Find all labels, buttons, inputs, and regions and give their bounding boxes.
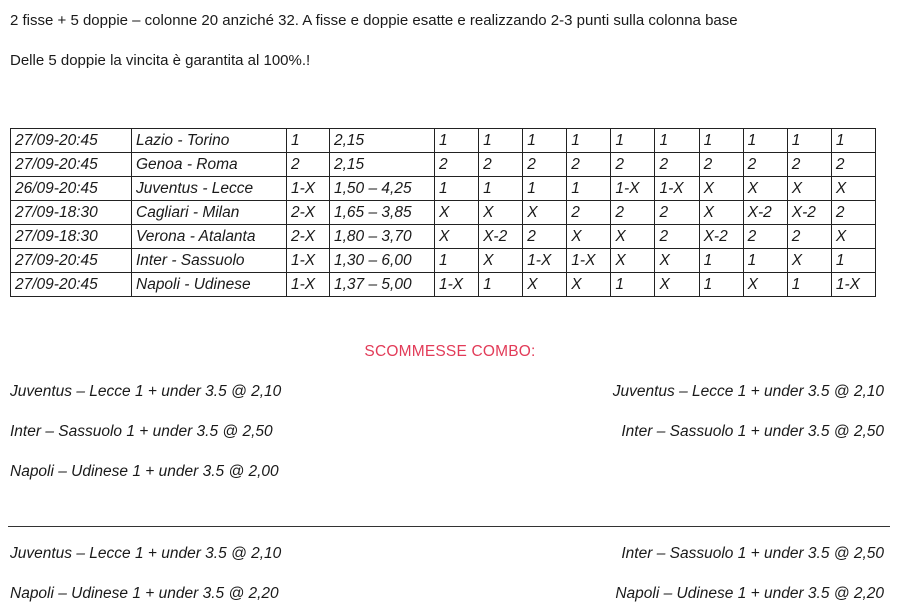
column-cell: 1-X <box>567 249 611 273</box>
base-sign-cell: 1-X <box>287 177 330 201</box>
combo-bet: Napoli – Udinese 1 + under 3.5 @ 2,00 <box>10 463 279 480</box>
column-cell: 1 <box>523 129 567 153</box>
column-cell: 1 <box>699 129 743 153</box>
intro-line-1: 2 fisse + 5 doppie – colonne 20 anziché 32. A fisse e doppie esatte e realizzando 2-3 punti sulla colonna base <box>10 12 738 29</box>
column-cell: X <box>699 177 743 201</box>
match-name-cell: Cagliari - Milan <box>132 201 287 225</box>
base-sign-cell: 2-X <box>287 201 330 225</box>
table-row <box>11 225 876 249</box>
column-cell: 2 <box>479 153 523 177</box>
column-cell: X <box>523 273 567 297</box>
intro-line-2: Delle 5 doppie la vincita è garantita al 100%.! <box>10 52 311 69</box>
column-cell: X <box>567 273 611 297</box>
column-cell: 1-X <box>611 177 655 201</box>
match-date-cell: 27/09-20:45 <box>11 273 132 297</box>
odds-cell: 2,15 <box>330 153 435 177</box>
table-row <box>11 249 876 273</box>
match-date-cell: 27/09-20:45 <box>11 129 132 153</box>
base-sign-cell: 2 <box>287 153 330 177</box>
column-cell: 2 <box>567 153 611 177</box>
match-date-cell: 27/09-18:30 <box>11 201 132 225</box>
match-name-cell: Inter - Sassuolo <box>132 249 287 273</box>
column-cell: 1-X <box>523 249 567 273</box>
match-date-cell: 27/09-18:30 <box>11 225 132 249</box>
odds-cell: 2,15 <box>330 129 435 153</box>
column-cell: 1 <box>831 249 875 273</box>
column-cell: X <box>699 201 743 225</box>
column-cell: 1 <box>567 129 611 153</box>
odds-cell: 1,30 – 6,00 <box>330 249 435 273</box>
combo-title: SCOMMESSE COMBO: <box>364 343 536 360</box>
column-cell: X-2 <box>479 225 523 249</box>
column-cell: X <box>787 177 831 201</box>
match-name-cell: Juventus - Lecce <box>132 177 287 201</box>
column-cell: 1 <box>699 249 743 273</box>
table-row <box>11 201 876 225</box>
column-cell: 1-X <box>831 273 875 297</box>
odds-cell: 1,65 – 3,85 <box>330 201 435 225</box>
base-sign-cell: 1 <box>287 129 330 153</box>
combo-bet: Inter – Sassuolo 1 + under 3.5 @ 2,50 <box>10 423 273 440</box>
column-cell: 1-X <box>435 273 479 297</box>
column-cell: X <box>479 249 523 273</box>
column-cell: 2 <box>567 201 611 225</box>
column-cell: X-2 <box>743 201 787 225</box>
table-row <box>11 153 876 177</box>
base-sign-cell: 1-X <box>287 249 330 273</box>
combo-bet: Napoli – Udinese 1 + under 3.5 @ 2,20 <box>615 585 884 602</box>
odds-cell: 1,50 – 4,25 <box>330 177 435 201</box>
column-cell: 2 <box>743 153 787 177</box>
combo-bet: Juventus – Lecce 1 + under 3.5 @ 2,10 <box>612 383 884 400</box>
match-date-cell: 27/09-20:45 <box>11 249 132 273</box>
combo-bet: Inter – Sassuolo 1 + under 3.5 @ 2,50 <box>621 423 884 440</box>
column-cell: 1 <box>787 273 831 297</box>
combo-bet: Napoli – Udinese 1 + under 3.5 @ 2,20 <box>10 585 279 602</box>
column-cell: 2 <box>787 153 831 177</box>
column-cell: 1 <box>479 273 523 297</box>
column-cell: 1 <box>435 177 479 201</box>
column-cell: X <box>611 249 655 273</box>
column-cell: 2 <box>523 225 567 249</box>
column-cell: 2 <box>611 153 655 177</box>
column-cell: 1 <box>479 177 523 201</box>
combo-bet: Inter – Sassuolo 1 + under 3.5 @ 2,50 <box>621 545 884 562</box>
column-cell: 2 <box>523 153 567 177</box>
column-cell: X <box>611 225 655 249</box>
column-cell: 1 <box>699 273 743 297</box>
column-cell: 2 <box>831 153 875 177</box>
combo-bet: Juventus – Lecce 1 + under 3.5 @ 2,10 <box>10 545 282 562</box>
column-cell: 1 <box>523 177 567 201</box>
schedina-table <box>10 128 876 297</box>
column-cell: 2 <box>699 153 743 177</box>
match-date-cell: 27/09-20:45 <box>11 153 132 177</box>
column-cell: X <box>523 201 567 225</box>
column-cell: 2 <box>611 201 655 225</box>
column-cell: 1 <box>479 129 523 153</box>
column-cell: 2 <box>435 153 479 177</box>
table-row <box>11 177 876 201</box>
column-cell: 1 <box>831 129 875 153</box>
column-cell: 1 <box>435 129 479 153</box>
match-name-cell: Napoli - Udinese <box>132 273 287 297</box>
column-cell: 1 <box>743 249 787 273</box>
column-cell: X <box>655 273 699 297</box>
column-cell: X <box>743 177 787 201</box>
column-cell: 1 <box>435 249 479 273</box>
table-row <box>11 273 876 297</box>
column-cell: 1 <box>611 129 655 153</box>
column-cell: X <box>831 225 875 249</box>
column-cell: X-2 <box>699 225 743 249</box>
odds-cell: 1,37 – 5,00 <box>330 273 435 297</box>
column-cell: X <box>743 273 787 297</box>
match-name-cell: Verona - Atalanta <box>132 225 287 249</box>
match-name-cell: Genoa - Roma <box>132 153 287 177</box>
column-cell: X-2 <box>787 201 831 225</box>
match-name-cell: Lazio - Torino <box>132 129 287 153</box>
column-cell: X <box>787 249 831 273</box>
column-cell: 1 <box>567 177 611 201</box>
column-cell: X <box>479 201 523 225</box>
column-cell: 2 <box>655 201 699 225</box>
column-cell: 2 <box>743 225 787 249</box>
column-cell: 1 <box>787 129 831 153</box>
odds-cell: 1,80 – 3,70 <box>330 225 435 249</box>
column-cell: 2 <box>655 225 699 249</box>
column-cell: X <box>655 249 699 273</box>
column-cell: X <box>567 225 611 249</box>
base-sign-cell: 1-X <box>287 273 330 297</box>
combo-bet: Juventus – Lecce 1 + under 3.5 @ 2,10 <box>10 383 282 400</box>
column-cell: X <box>831 177 875 201</box>
base-sign-cell: 2-X <box>287 225 330 249</box>
column-cell: 1-X <box>655 177 699 201</box>
column-cell: 1 <box>743 129 787 153</box>
column-cell: 2 <box>787 225 831 249</box>
column-cell: 1 <box>655 129 699 153</box>
column-cell: 1 <box>611 273 655 297</box>
column-cell: 2 <box>655 153 699 177</box>
section-divider <box>8 526 890 527</box>
column-cell: X <box>435 225 479 249</box>
table-row <box>11 129 876 153</box>
column-cell: 2 <box>831 201 875 225</box>
match-date-cell: 26/09-20:45 <box>11 177 132 201</box>
column-cell: X <box>435 201 479 225</box>
